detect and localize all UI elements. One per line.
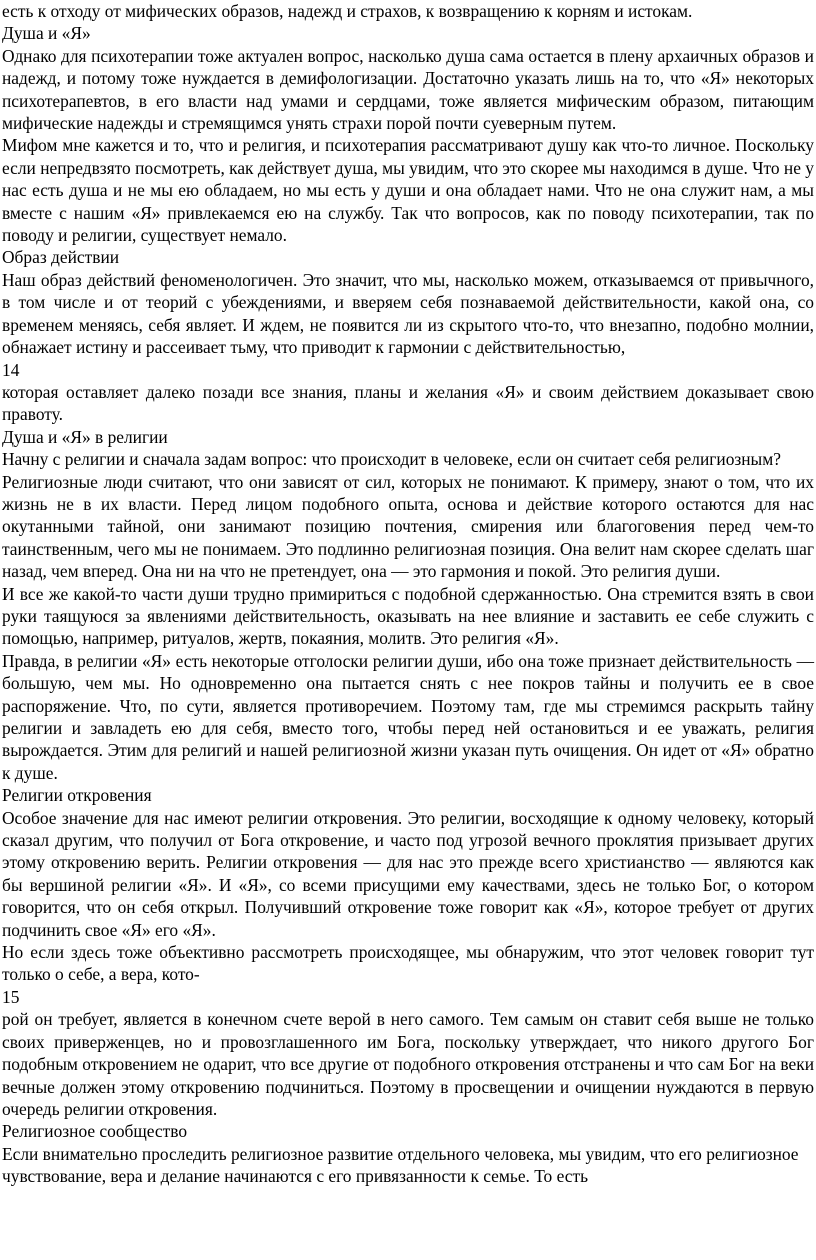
heading-revelation: Религии откровения [2,785,152,806]
heading-soul-and-ego: Душа и «Я» [2,23,91,44]
paragraph-method: Наш образ действий феноменологичен. Это значит, что мы, насколько можем, отказываемся от привычного, в том числе и от теорий с убеждениями, и вверяем себя познаваемой действительности, какой она, со временем меняясь, себя являет. И ждем, не появится ли из скрытого что-то, что внезапно, подобно молнии, обнажает истину и рассеивает тьму, что приводит к гармонии с действительностью, [2,269,814,358]
heading-method: Образ действии [2,247,120,268]
paragraph-myth: Мифом мне кажется и то, что и религия, и психотерапия рассматривают душу как что-то личное. Поскольку если непредвзято посмотреть, как действует душа, мы увидим, что это скорее мы находимся в душе. Что не у нас есть душа и не мы ею обладаем, но мы есть у души и она обладает нами. Что не она служит нам, а мы вместе с нашим «Я» привлекаемся ею на службу. Так что вопросов, как по поводу психотерапии, так по поводу и религии, существует немало. [2,135,814,246]
paragraph-religious-people: Религиозные люди считают, что они зависят от сил, которых не понимают. К примеру, знают о том, что их жизнь не в их власти. Перед лицом подобного опыта, основа и действие которого остаются для нас окутанными тайной, они занимают позицию почтения, смирения или благоговения перед чем-то таинственным, чего мы не понимаем. Это подлинно религиозная позиция. Она велит нам скорее сделать шаг назад, чем вперед. Она ни на что не претендует, она — это гармония и покой. Это религия души. [2,471,814,582]
paragraph-revelation: Особое значение для нас имеют религии откровения. Это религии, восходящие к одному человеку, который сказал другим, что получил от Бога откровение, и часто под угрозой вечного проклятия призывает других этому откровению верить. Религии откровения — для нас это прежде всего христианство — являются как бы вершиной религии «Я». И «Я», со всеми присущими ему качествами, здесь не только Бог, о котором говорится, что он себя открыл. Получивший откровение тоже говорит как «Я», которое требует от других подчинить свое «Я» его «Я». [2,807,814,940]
paragraph-question: Начну с религии и сначала задам вопрос: что происходит в человеке, если он считает себя религиозным? [2,449,781,470]
paragraph-religion-of-ego: И все же какой-то части души трудно примириться с подобной сдержанностью. Она стремится взять в свои руки таящуюся за явлениями действительность, оказывать на нее влияние и заставить ее себе служить с помощью, например, ритуалов, жертв, покаяния, молитв. Это религия «Я». [2,583,814,649]
heading-soul-ego-religion: Душа и «Я» в религии [2,426,168,447]
paragraph-faith-in-self: рой он требует, является в конечном счете верой в него самого. Тем самым он ставит себя выше не только своих приверженцев, но и провозглашенного им Бога, поскольку утверждает, что никого другого Бог подобным откровением не одарит, что все другие от подобного откровения отстранены и что сам Бог на веки вечные должен этому откровению подчиниться. Поэтому в просвещении и очищении нуждаются в первую очередь религии откровения. [2,1009,814,1119]
paragraph-objective-view: Но если здесь тоже объективно рассмотреть происходящее, мы обнаружим, что этот человек говорит тут только о себе, а вера, кото- [2,942,814,985]
paragraph-method-cont: которая оставляет далеко позади все знания, планы и желания «Я» и своим действием доказывает свою правоту. [2,381,814,425]
paragraph-psychotherapy: Однако для психотерапии тоже актуален вопрос, насколько душа сама остается в плену архаичных образов и надежд, и потому тоже нуждается в демифологизации. Достаточно указать лишь на то, что «Я» некоторых психотерапевтов, в его власти над умами и сердцами, тоже является мифическим образом, питающим мифические надежды и стремящимся унять страхи порой почти суеверным путем. [2,45,814,134]
paragraph-community: Если внимательно проследить религиозное развитие отдельного человека, мы увидим, что его религиозное чувствование, вера и делание начинаются с его привязанности к семье. То есть [2,1143,799,1187]
paragraph-contradiction: Правда, в религии «Я» есть некоторые отголоски религии души, ибо она тоже признает действительность — большую, чем мы. Но одновременно она пытается снять с нее покров тайны и получить ее в свое распоряжение. Что, по сути, является противоречием. Поэтому там, где мы стремимся раскрыть тайну религии и завладеть ею для себя, вместо того, чтобы перед ней остановиться и ее уважать, религия вырождается. Этим для религий и нашей религиозной жизни указан путь очищения. Он идет от «Я» обратно к душе. [2,650,814,783]
page-number-15: 15 [2,986,20,1007]
paragraph-intro-end: есть к отходу от мифических образов, надежд и страхов, к возвращению к корням и истокам. [2,1,693,21]
page-number-14: 14 [2,359,20,380]
heading-religious-community: Религиозное сообщество [2,1121,188,1142]
